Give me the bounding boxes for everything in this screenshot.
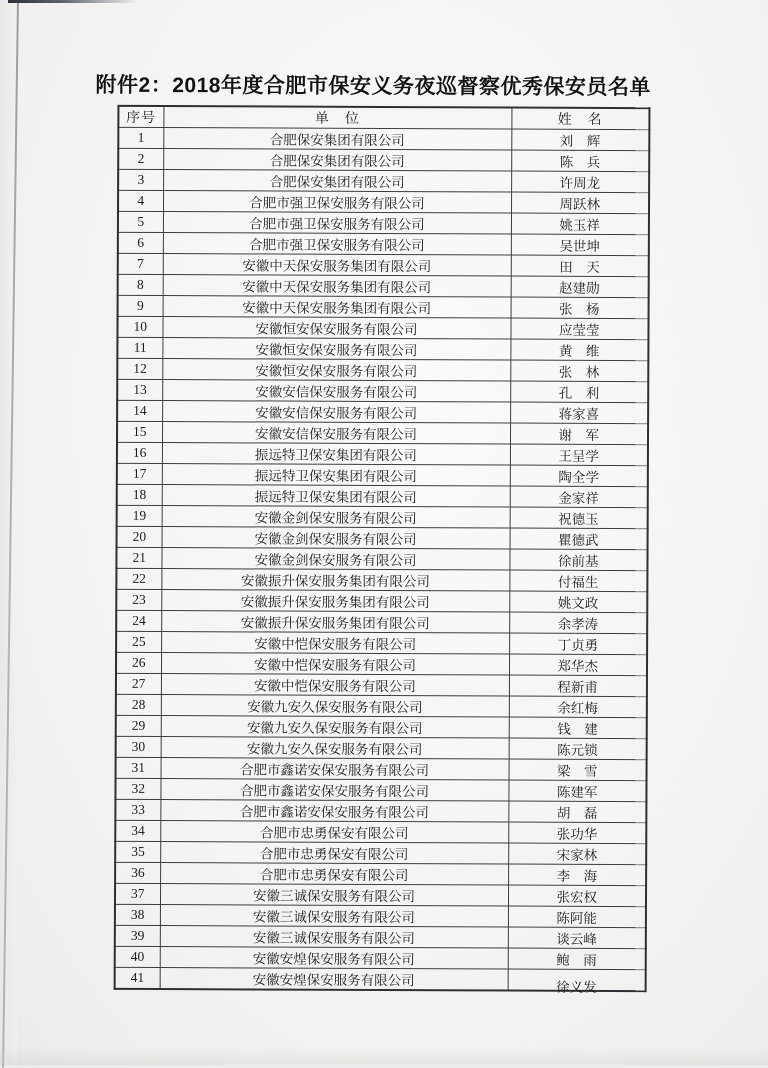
table-row bbox=[117, 463, 648, 486]
table-row bbox=[115, 820, 646, 843]
row-unit: 合肥市鑫诺安保安服务有限公司 bbox=[160, 779, 508, 802]
table-row bbox=[115, 799, 646, 822]
table-row bbox=[118, 190, 649, 213]
table-row bbox=[116, 694, 647, 717]
table-row bbox=[116, 631, 647, 654]
row-name: 黄 维 bbox=[510, 339, 648, 361]
row-name: 张 林 bbox=[510, 360, 648, 382]
table-row bbox=[115, 862, 646, 885]
row-unit: 安徽恒安保安服务有限公司 bbox=[162, 317, 510, 340]
row-unit: 合肥市忠勇保安有限公司 bbox=[160, 863, 508, 886]
table-row bbox=[118, 127, 649, 150]
table-row bbox=[117, 316, 648, 339]
page-title: 附件2：2018年度合肥市保安义务夜巡督察优秀保安员名单 bbox=[95, 73, 652, 100]
row-unit: 振远特卫保安集团有限公司 bbox=[162, 485, 510, 508]
row-unit: 合肥市强卫保安服务有限公司 bbox=[163, 212, 511, 235]
row-unit: 安徽振升保安服务集团有限公司 bbox=[161, 611, 509, 634]
row-unit: 安徽金剑保安服务有限公司 bbox=[162, 527, 510, 550]
row-name: 宋家林 bbox=[508, 843, 646, 865]
row-seq: 15 bbox=[117, 421, 162, 442]
row-unit: 安徽中天保安服务集团有限公司 bbox=[163, 296, 511, 319]
row-name: 张宏权 bbox=[508, 885, 646, 907]
row-name: 张功华 bbox=[508, 822, 646, 844]
row-name: 徐义发 bbox=[508, 975, 646, 997]
row-name: 鲍 雨 bbox=[508, 948, 646, 970]
table-row bbox=[117, 505, 648, 528]
table-row bbox=[116, 736, 647, 759]
row-seq: 25 bbox=[116, 631, 161, 652]
row-seq: 41 bbox=[115, 967, 160, 989]
row-unit: 安徽安信保安服务有限公司 bbox=[162, 422, 510, 445]
row-seq: 21 bbox=[116, 547, 161, 568]
row-unit: 安徽中恺保安服务有限公司 bbox=[161, 653, 509, 676]
row-seq: 14 bbox=[117, 400, 162, 421]
row-seq: 3 bbox=[118, 169, 163, 190]
row-seq: 37 bbox=[115, 883, 160, 904]
table-row bbox=[117, 484, 648, 507]
row-seq: 29 bbox=[116, 715, 161, 736]
row-seq: 40 bbox=[115, 946, 160, 967]
table-row bbox=[116, 652, 647, 675]
row-seq: 34 bbox=[115, 820, 160, 841]
row-name: 付福生 bbox=[509, 570, 647, 592]
row-name: 陈元锁 bbox=[509, 738, 647, 760]
row-unit: 安徽三诚保安服务有限公司 bbox=[160, 926, 508, 949]
row-unit: 合肥保安集团有限公司 bbox=[163, 128, 511, 151]
table-row bbox=[116, 757, 647, 780]
row-name: 余孝涛 bbox=[509, 612, 647, 634]
table-row bbox=[115, 946, 646, 969]
row-name: 王呈学 bbox=[510, 444, 648, 466]
table-row bbox=[118, 295, 649, 318]
row-seq: 36 bbox=[115, 862, 160, 883]
row-unit: 合肥市忠勇保安有限公司 bbox=[160, 821, 508, 844]
table-row bbox=[118, 211, 649, 234]
row-unit: 合肥保安集团有限公司 bbox=[163, 149, 511, 172]
row-name: 梁 雪 bbox=[509, 759, 647, 781]
row-name: 余红梅 bbox=[509, 696, 647, 718]
row-seq: 32 bbox=[115, 778, 160, 799]
table-row bbox=[116, 547, 647, 570]
table-row bbox=[118, 169, 649, 192]
row-unit: 安徽振升保安服务集团有限公司 bbox=[161, 569, 509, 592]
row-name: 郑华杰 bbox=[509, 654, 647, 676]
row-seq: 38 bbox=[115, 904, 160, 925]
row-seq: 12 bbox=[117, 358, 162, 379]
roster-table-header bbox=[118, 106, 649, 130]
row-name: 蒋家喜 bbox=[510, 402, 648, 424]
row-unit: 合肥市强卫保安服务有限公司 bbox=[163, 191, 511, 214]
table-row bbox=[117, 421, 648, 444]
roster-table bbox=[114, 105, 651, 995]
row-name: 陈 兵 bbox=[511, 150, 649, 172]
table-row bbox=[116, 715, 647, 738]
row-name: 谢 军 bbox=[510, 423, 648, 445]
row-name: 姚玉祥 bbox=[511, 213, 649, 235]
row-name: 胡 磊 bbox=[508, 801, 646, 823]
row-seq: 5 bbox=[118, 211, 163, 232]
row-seq: 1 bbox=[118, 127, 163, 148]
row-name: 徐前基 bbox=[509, 549, 647, 571]
row-unit: 安徽中天保安服务集团有限公司 bbox=[163, 275, 511, 298]
table-row bbox=[118, 253, 649, 276]
row-unit: 合肥保安集团有限公司 bbox=[163, 170, 511, 193]
row-seq: 10 bbox=[117, 316, 162, 337]
row-unit: 振远特卫保安集团有限公司 bbox=[162, 464, 510, 487]
row-seq: 13 bbox=[117, 379, 162, 400]
row-seq: 8 bbox=[118, 274, 163, 295]
row-unit: 安徽中恺保安服务有限公司 bbox=[161, 632, 509, 655]
row-name: 赵建勋 bbox=[511, 276, 649, 298]
row-name: 钱 建 bbox=[509, 717, 647, 739]
row-unit: 安徽九安久保安服务有限公司 bbox=[161, 737, 509, 760]
row-name: 陈建军 bbox=[508, 780, 646, 802]
row-name: 吴世坤 bbox=[511, 234, 649, 256]
header-name: 姓 名 bbox=[511, 108, 649, 130]
row-unit: 安徽安煌保安服务有限公司 bbox=[160, 968, 508, 991]
row-unit: 安徽三诚保安服务有限公司 bbox=[160, 884, 508, 907]
header-row bbox=[118, 106, 649, 130]
row-unit: 安徽中恺保安服务有限公司 bbox=[161, 674, 509, 697]
row-name: 张 杨 bbox=[511, 297, 649, 319]
row-name: 瞿德武 bbox=[510, 528, 648, 550]
row-seq: 35 bbox=[115, 841, 160, 862]
row-unit: 安徽安信保安服务有限公司 bbox=[162, 401, 510, 424]
row-unit: 合肥市忠勇保安有限公司 bbox=[160, 842, 508, 865]
row-name: 姚文政 bbox=[509, 591, 647, 613]
table-row bbox=[116, 673, 647, 696]
table-row bbox=[116, 589, 647, 612]
table-row bbox=[117, 526, 648, 549]
table-row bbox=[115, 967, 646, 991]
row-seq: 27 bbox=[116, 673, 161, 694]
row-name: 孔 利 bbox=[510, 381, 648, 403]
row-name: 陈阿能 bbox=[508, 906, 646, 928]
row-unit: 安徽恒安保安服务有限公司 bbox=[162, 359, 510, 382]
row-seq: 11 bbox=[117, 337, 162, 358]
row-seq: 19 bbox=[117, 505, 162, 526]
header-unit: 单 位 bbox=[163, 106, 511, 129]
table-row bbox=[115, 883, 646, 906]
table-row bbox=[117, 337, 648, 360]
row-unit: 安徽恒安保安服务有限公司 bbox=[162, 338, 510, 361]
row-unit: 安徽金剑保安服务有限公司 bbox=[162, 506, 510, 529]
row-seq: 20 bbox=[117, 526, 162, 547]
row-seq: 7 bbox=[118, 253, 163, 274]
row-seq: 18 bbox=[117, 484, 162, 505]
row-unit: 振远特卫保安集团有限公司 bbox=[162, 443, 510, 466]
row-seq: 31 bbox=[116, 757, 161, 778]
row-seq: 2 bbox=[118, 148, 163, 169]
row-seq: 23 bbox=[116, 589, 161, 610]
row-seq: 30 bbox=[116, 736, 161, 757]
table-row bbox=[116, 568, 647, 591]
row-name: 李 海 bbox=[508, 864, 646, 886]
row-seq: 33 bbox=[115, 799, 160, 820]
table-row bbox=[118, 232, 649, 255]
table-row bbox=[117, 358, 648, 381]
table-row bbox=[117, 400, 648, 423]
table-row bbox=[115, 778, 646, 801]
row-unit: 安徽三诚保安服务有限公司 bbox=[160, 905, 508, 928]
row-seq: 26 bbox=[116, 652, 161, 673]
row-name: 祝德玉 bbox=[510, 507, 648, 529]
table-row bbox=[118, 274, 649, 297]
row-name: 陶全学 bbox=[510, 465, 648, 487]
row-name: 丁贞勇 bbox=[509, 633, 647, 655]
row-seq: 24 bbox=[116, 610, 161, 631]
row-seq: 17 bbox=[117, 463, 162, 484]
row-seq: 39 bbox=[115, 925, 160, 946]
header-seq: 序号 bbox=[118, 106, 163, 128]
table-row bbox=[117, 442, 648, 465]
table-row bbox=[115, 841, 646, 864]
row-name: 谈云峰 bbox=[508, 927, 646, 949]
table-row bbox=[115, 904, 646, 927]
row-name: 刘 辉 bbox=[511, 129, 649, 151]
row-unit: 安徽中天保安服务集团有限公司 bbox=[163, 254, 511, 277]
row-seq: 16 bbox=[117, 442, 162, 463]
roster-table-body bbox=[115, 127, 650, 995]
row-name: 周跃林 bbox=[511, 192, 649, 214]
row-unit: 安徽安煌保安服务有限公司 bbox=[160, 947, 508, 970]
row-unit: 安徽金剑保安服务有限公司 bbox=[161, 548, 509, 571]
row-unit: 合肥市鑫诺安保安服务有限公司 bbox=[161, 758, 509, 781]
table-row bbox=[118, 148, 649, 171]
row-unit: 合肥市鑫诺安保安服务有限公司 bbox=[160, 800, 508, 823]
table-row bbox=[117, 379, 648, 402]
row-seq: 4 bbox=[118, 190, 163, 211]
row-unit: 安徽九安久保安服务有限公司 bbox=[161, 716, 509, 739]
row-unit: 安徽九安久保安服务有限公司 bbox=[161, 695, 509, 718]
row-name: 许周龙 bbox=[511, 171, 649, 193]
row-seq: 9 bbox=[118, 295, 163, 316]
row-name: 程新甫 bbox=[509, 675, 647, 697]
row-unit: 安徽振升保安服务集团有限公司 bbox=[161, 590, 509, 613]
row-name: 田 天 bbox=[511, 255, 649, 277]
table-row bbox=[116, 610, 647, 633]
table-row bbox=[115, 925, 646, 948]
row-name: 金家祥 bbox=[510, 486, 648, 508]
row-seq: 28 bbox=[116, 694, 161, 715]
row-unit: 安徽安信保安服务有限公司 bbox=[162, 380, 510, 403]
row-unit: 合肥市强卫保安服务有限公司 bbox=[163, 233, 511, 256]
row-name: 应莹莹 bbox=[510, 318, 648, 340]
row-seq: 22 bbox=[116, 568, 161, 589]
row-seq: 6 bbox=[118, 232, 163, 253]
